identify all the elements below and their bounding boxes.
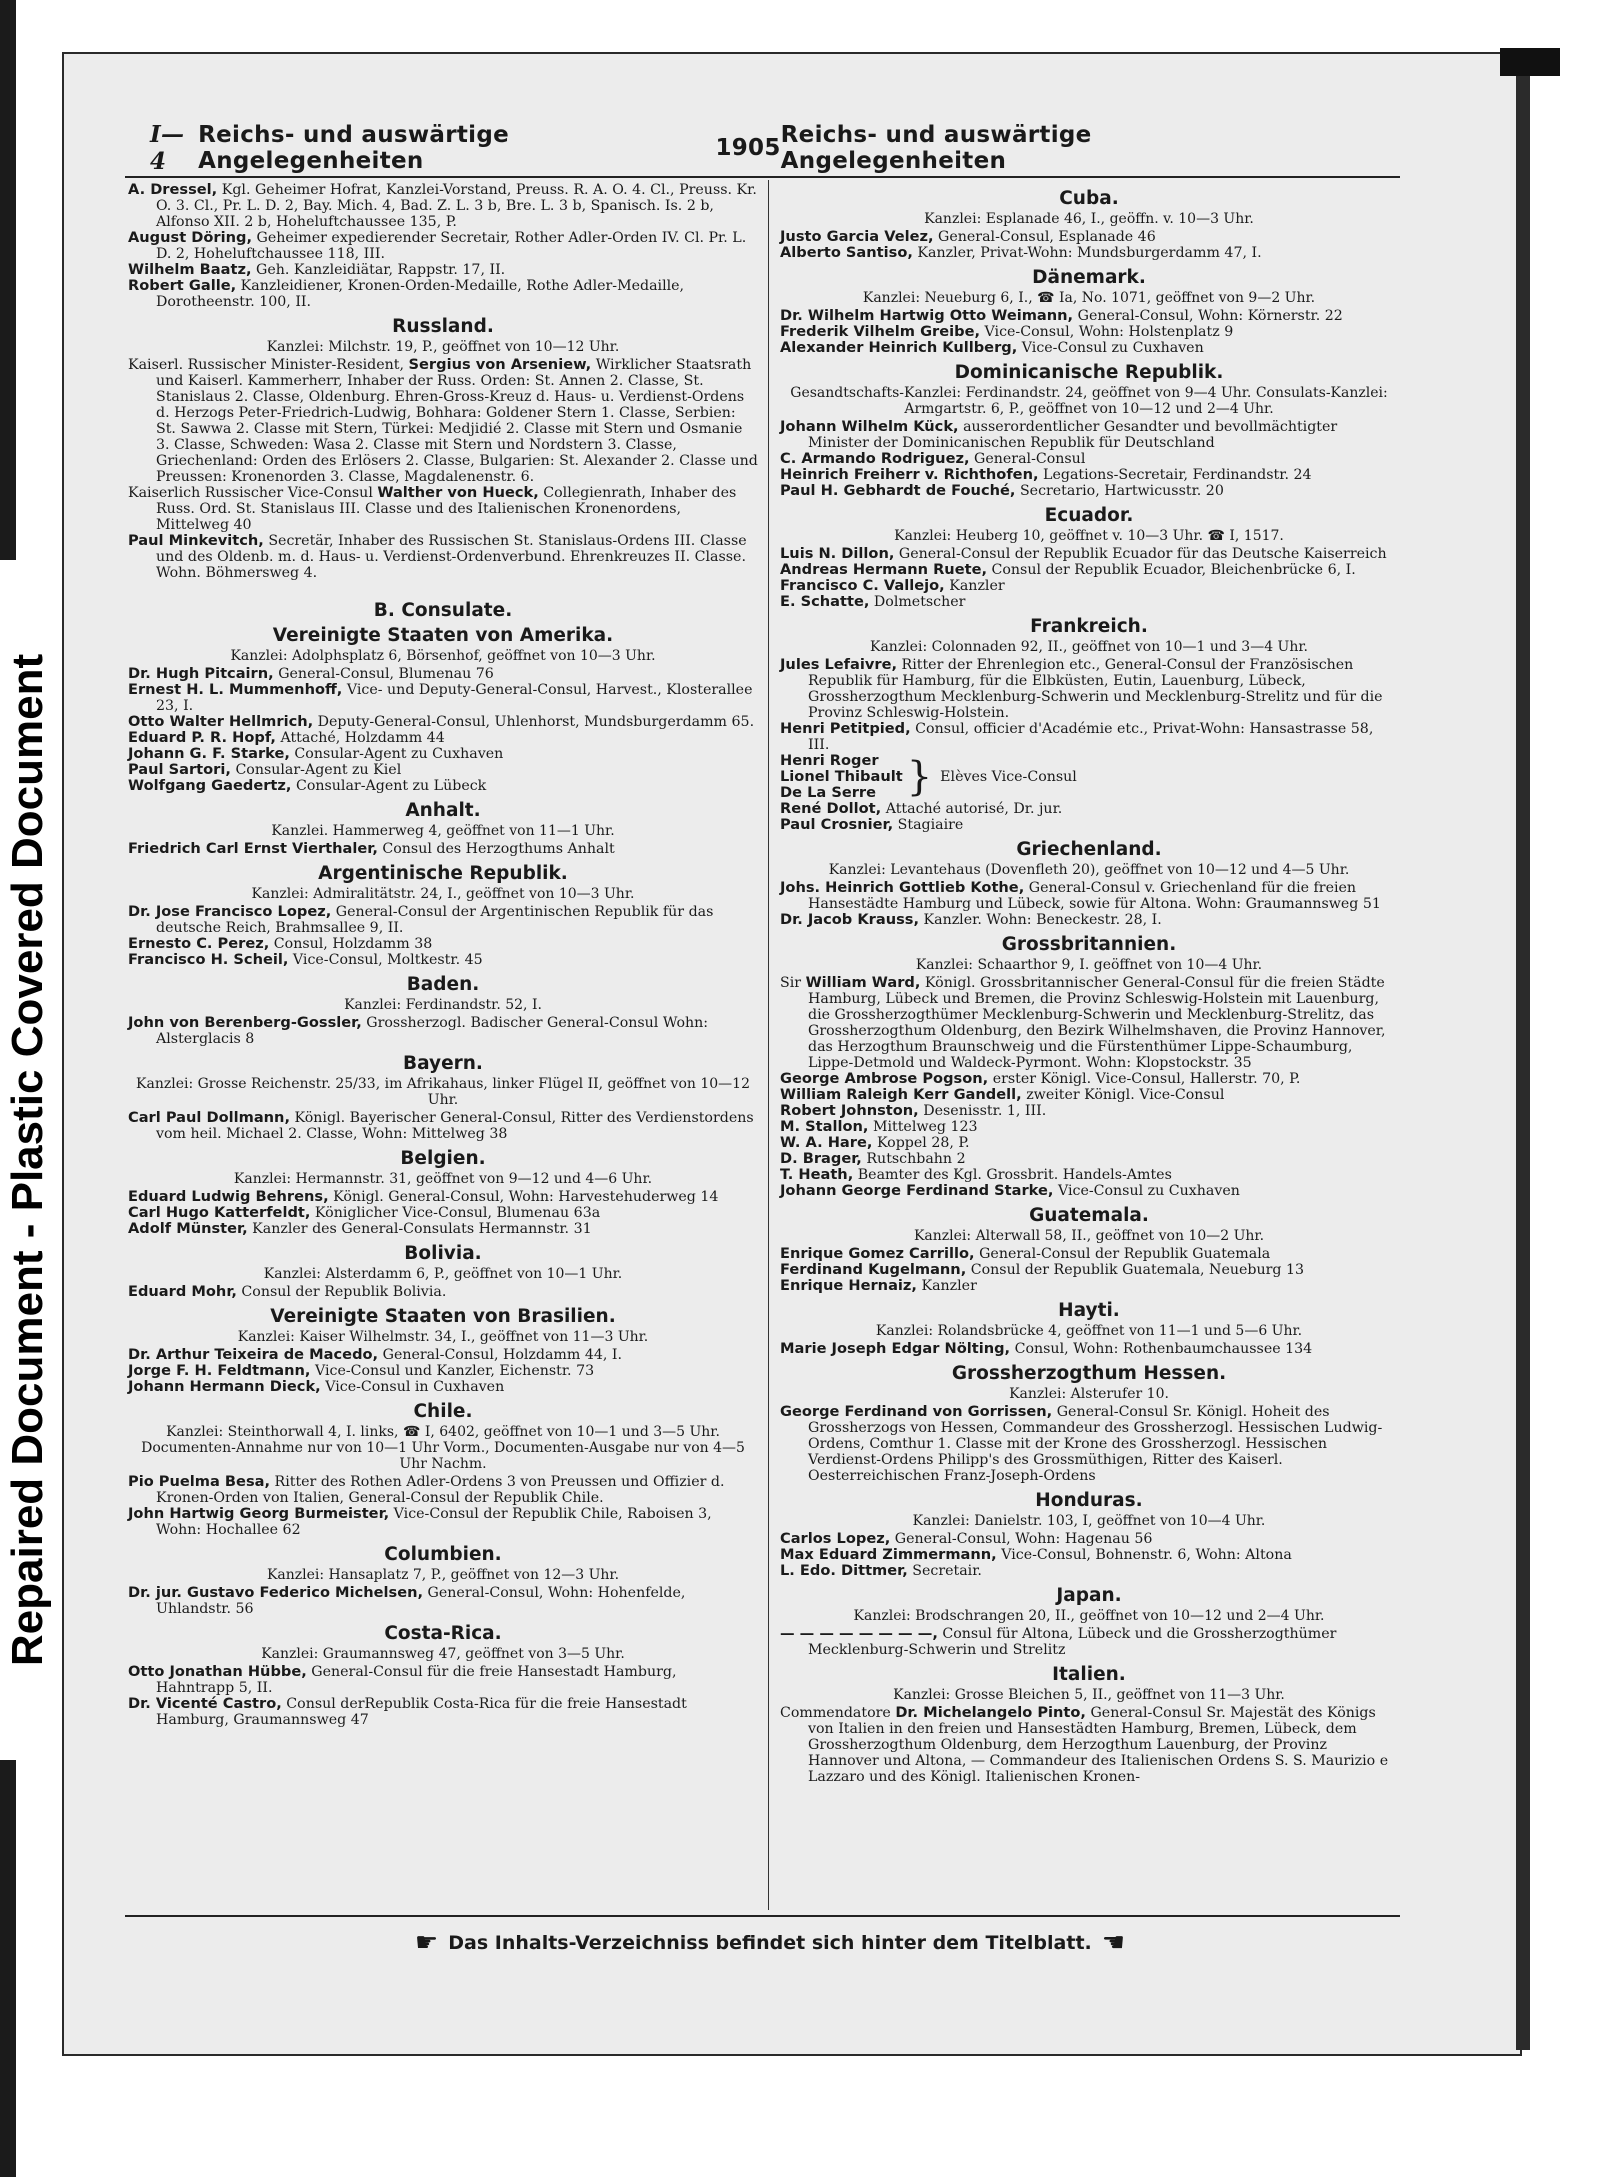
entry-name: William Raleigh Kerr Gandell, — [780, 1086, 1022, 1103]
entry-text: Attaché autorisé, Dr. jur. — [881, 801, 1063, 817]
entry-text: Vice-Consul, Moltkestr. 45 — [288, 952, 483, 968]
entry — [780, 1262, 1398, 1278]
entry-name: Dr. Hugh Pitcairn, — [128, 665, 274, 682]
entry-name: Johann G. F. Starke, — [128, 745, 290, 762]
entry-name: Dr. Jose Francisco Lopez, — [128, 903, 332, 920]
corner-mark — [1500, 48, 1560, 76]
column-divider — [768, 180, 769, 1910]
entry — [128, 278, 758, 310]
entry-text: Ritter des Rothen Adler-Ordens 3 von Preussen und Offizier d. Kronen-Orden von Italien, General-Consul der Republik Chile. — [156, 1474, 725, 1506]
entry-name: August Döring, — [128, 229, 252, 246]
entry — [780, 419, 1398, 451]
entry-text: Consul der Republik Guatemala, Neueburg 13 — [966, 1262, 1305, 1278]
entry-name: Johs. Heinrich Gottlieb Kothe, — [780, 879, 1025, 896]
entry-name: M. Stallon, — [780, 1118, 869, 1135]
entry-name: William Ward, — [805, 974, 921, 991]
entry — [128, 841, 758, 857]
group-name: De La Serre — [780, 784, 877, 801]
entry-text: General-Consul der Republik Guatemala — [974, 1246, 1271, 1262]
kanzlei-line: Kanzlei: Colonnaden 92, II., geöffnet von 10—1 und 3—4 Uhr. — [870, 639, 1308, 655]
kanzlei-line: Kanzlei: Hermannstr. 31, geöffnet von 9—12 und 4—6 Uhr. — [233, 1171, 653, 1187]
entry-name: Jorge F. H. Feldtmann, — [128, 1362, 311, 1379]
entry — [780, 1135, 1398, 1151]
left-column — [128, 182, 758, 1728]
section-title: Dänemark. — [1032, 267, 1146, 288]
entry-name: Enrique Hernaiz, — [780, 1277, 917, 1294]
entry-name: Henri Petitpied, — [780, 720, 911, 737]
entry-name: Robert Johnston, — [780, 1102, 919, 1119]
entry-name: Paul H. Gebhardt de Fouché, — [780, 482, 1016, 499]
kanzlei-line: Kanzlei: Rolandsbrücke 4, geöffnet von 11—1 und 5—6 Uhr. — [875, 1323, 1303, 1339]
kanzlei-line: Kanzlei: Hansaplatz 7, P., geöffnet von 12—3 Uhr. — [266, 1567, 620, 1583]
entry — [128, 762, 758, 778]
entry-name: Francisco H. Scheil, — [128, 951, 289, 968]
section-title: Guatemala. — [1029, 1205, 1149, 1226]
section-title: Argentinische Republik. — [318, 863, 568, 884]
entry-text: Vice- und Deputy-General-Consul, Harvest., Klosterallee 23, I. — [156, 682, 753, 714]
entry-text: Vice-Consul in Cuxhaven — [320, 1379, 505, 1395]
entry — [780, 1547, 1398, 1563]
entry — [128, 1205, 758, 1221]
entry-text: Kanzler — [944, 578, 1005, 594]
entry-text: Kanzleidiener, Kronen-Orden-Medaille, Rothe Adler-Medaille, Dorotheenstr. 100, II. — [156, 278, 685, 310]
entry-text: Consul der Republik Ecuador, Bleichenbrücke 6, I. — [987, 562, 1356, 578]
page-header — [150, 121, 1298, 175]
group-names — [780, 753, 903, 801]
entry — [128, 778, 758, 794]
entry-name: Friedrich Carl Ernst Vierthaler, — [128, 840, 378, 857]
header-right-title: Reichs- und auswärtige Angelegenheiten — [780, 122, 1092, 174]
entry-name: John von Berenberg-Gossler, — [128, 1014, 362, 1031]
entry-prefix: Kaiserlich Russischer Vice-Consul — [128, 485, 378, 501]
side-label — [0, 560, 56, 1760]
entry — [780, 880, 1398, 912]
entry-name: Dr. Jacob Krauss, — [780, 911, 919, 928]
entry-name: Dr. Vicenté Castro, — [128, 1695, 282, 1712]
entry — [780, 308, 1398, 324]
entry-name: Ernest H. L. Mummenhoff, — [128, 681, 343, 698]
kanzlei-line: Kanzlei. Hammerweg 4, geöffnet von 11—1 Uhr. — [271, 823, 615, 839]
entry-name: Eduard Mohr, — [128, 1283, 237, 1300]
entry-name: D. Brager, — [780, 1150, 862, 1167]
entry-name: Otto Jonathan Hübbe, — [128, 1663, 307, 1680]
entry-text: Attaché, Holzdamm 44 — [275, 730, 445, 746]
entry — [780, 721, 1398, 753]
entry-name: L. Edo. Dittmer, — [780, 1562, 908, 1579]
entry — [128, 904, 758, 936]
entry-name: Max Eduard Zimmermann, — [780, 1546, 997, 1563]
entry-text: zweiter Königl. Vice-Consul — [1021, 1087, 1225, 1103]
entry-name: C. Armando Rodriguez, — [780, 450, 970, 467]
top-rule — [125, 176, 1400, 178]
entry-text: Königl. Bayerischer General-Consul, Ritter des Verdienstordens vom heil. Michael 2. Classe, Wohn: Mittelweg 38 — [156, 1110, 754, 1142]
entry — [128, 1221, 758, 1237]
entry-name: W. A. Hare, — [780, 1134, 873, 1151]
entry-text: Kanzler, Privat-Wohn: Mundsburgerdamm 47, I. — [912, 245, 1262, 261]
entry — [780, 483, 1398, 499]
entry — [128, 262, 758, 278]
entry — [780, 1341, 1398, 1357]
entry-name: Alexander Heinrich Kullberg, — [780, 339, 1018, 356]
entry — [780, 340, 1398, 356]
kanzlei-line: Kanzlei: Alsterdamm 6, P., geöffnet von 10—1 Uhr. — [263, 1266, 623, 1282]
entry-name: Andreas Hermann Ruete, — [780, 561, 988, 578]
entry — [128, 1284, 758, 1300]
entry-name: Pio Puelma Besa, — [128, 1473, 271, 1490]
entry — [128, 182, 758, 230]
section-title: Italien. — [1052, 1664, 1126, 1685]
kanzlei-line: Kanzlei: Kaiser Wilhelmstr. 34, I., geöffnet von 11—3 Uhr. — [237, 1329, 649, 1345]
entry-name: Francisco C. Vallejo, — [780, 577, 945, 594]
section-title: Griechenland. — [1016, 839, 1162, 860]
entry-text: Consul des Herzogthums Anhalt — [377, 841, 615, 857]
entry — [128, 1506, 758, 1538]
entry — [128, 1189, 758, 1205]
entry-name: René Dollot, — [780, 800, 882, 817]
section-title: Japan. — [1056, 1585, 1122, 1606]
entry-name: Johann Wilhelm Kück, — [780, 418, 959, 435]
entry-name: Paul Minkevitch, — [128, 532, 264, 549]
right-column — [780, 182, 1398, 1785]
entry-name: Dr. Wilhelm Hartwig Otto Weimann, — [780, 307, 1074, 324]
entry-text: Consular-Agent zu Lübeck — [291, 778, 487, 794]
entry-text: Vice-Consul und Kanzler, Eichenstr. 73 — [310, 1363, 595, 1379]
section-title: Costa-Rica. — [384, 1623, 502, 1644]
entry-name: George Ambrose Pogson, — [780, 1070, 989, 1087]
entry — [780, 594, 1398, 610]
entry — [128, 1585, 758, 1617]
entry-text: General-Consul Sr. Majestät des Königs von Italien in den freien und Hansestädten Hamburg, Bremen, Lübeck, dem Grossherzogthum Oldenburg, dem Herzogthum Lauenburg, der Provinz Hannover und Altona, — Commandeur des Italienischen Ordens S. S. Maurizio e Lazzaro und des Königl. Italienischen Kronen- — [808, 1705, 1389, 1785]
footer-text: Das Inhalts-Verzeichniss befindet sich hinter dem Titelblatt. — [448, 1932, 1092, 1954]
kanzlei-line: Kanzlei: Schaarthor 9, I. geöffnet von 10—4 Uhr. — [915, 957, 1263, 973]
entry-text: Dolmetscher — [869, 594, 966, 610]
entry-name: Carlos Lopez, — [780, 1530, 891, 1547]
entry — [128, 952, 758, 968]
entry-text: General-Consul, Wohn: Hagenau 56 — [890, 1531, 1153, 1547]
entry — [780, 562, 1398, 578]
entry-text: General-Consul, Esplanade 46 — [933, 229, 1156, 245]
entry-name: Dr. jur. Gustavo Federico Michelsen, — [128, 1584, 424, 1601]
entry — [128, 1664, 758, 1696]
entry — [780, 1071, 1398, 1087]
entry-text: Wirklicher Staatsrath und Kaiserl. Kammerherr, Inhaber der Russ. Orden: St. Annen 2. Classe, St. Stanislaus 2. Classe, Oldenburg. Ehren-Gross-Kreuz d. Haus- u. Verdienst-Ordens d. Herzogs Peter-Friedrich-Ludwig, Bohhara: Goldener Stern 1. Classe, Serbien: St. Sawwa 2. Classe mit Stern, Türkei: Medjidié 2. Classe mit Stern und Osmanie 3. Classe, Schweden: Wasa 2. Classe mit Stern und Nordstern 3. Classe, Griechenland: Orden des Erlösers 2. Classe, Bulgarien: St. Alexander 2. Classe und Preussen: Kronenorden 3. Classe, Magdalenenstr. 6. — [156, 357, 758, 485]
entry — [128, 1015, 758, 1047]
entry-name: Jules Lefaivre, — [780, 656, 898, 673]
entry — [128, 714, 758, 730]
section-title: Cuba. — [1059, 188, 1119, 209]
entry-name: Luis N. Dillon, — [780, 545, 895, 562]
section-title: Honduras. — [1035, 1490, 1143, 1511]
entry-text: Secretär, Inhaber des Russischen St. Stanislaus-Ordens III. Classe und des Oldenb. m. d. Haus- u. Verdienst-Ordenverbund. Ehrenkreuzes II. Classe. Wohn. Böhmersweg 4. — [156, 533, 747, 581]
kanzlei-line: Kanzlei: Admiralitätstr. 24, I., geöffnet von 10—3 Uhr. — [251, 886, 635, 902]
entry — [128, 746, 758, 762]
section-title: Bolivia. — [404, 1243, 482, 1264]
kanzlei-line: Kanzlei: Brodschrangen 20, II., geöffnet von 10—12 und 2—4 Uhr. — [853, 1608, 1325, 1624]
entry — [128, 730, 758, 746]
entry-name: Eduard P. R. Hopf, — [128, 729, 276, 746]
entry — [780, 1626, 1398, 1658]
header-left-title: Reichs- und auswärtige Angelegenheiten — [198, 122, 510, 174]
entry-text: Kanzler. Wohn: Beneckestr. 28, I. — [919, 912, 1162, 928]
section-title: Vereinigte Staaten von Brasilien. — [270, 1306, 616, 1327]
section-title: Frankreich. — [1030, 616, 1148, 637]
entry-text: General-Consul, Holzdamm 44, I. — [378, 1347, 623, 1363]
kanzlei-line: Kanzlei: Alsterufer 10. — [1009, 1386, 1169, 1402]
section-title: Grossbritannien. — [1001, 934, 1177, 955]
entry-name: Enrique Gomez Carrillo, — [780, 1245, 975, 1262]
entry-name: Adolf Münster, — [128, 1220, 248, 1237]
entry — [780, 1087, 1398, 1103]
entry-text: Königlicher Vice-Consul, Blumenau 63a — [310, 1205, 601, 1221]
entry — [128, 357, 758, 485]
entry-text: ausserordentlicher Gesandter und bevollmächtigter Minister der Dominicanischen Republik für Deutschland — [808, 419, 1338, 451]
kanzlei-line: Kanzlei: Milchstr. 19, P., geöffnet von 10—12 Uhr. — [266, 339, 620, 355]
page-edge — [1516, 50, 1530, 2050]
entry — [128, 1474, 758, 1506]
entry — [128, 1347, 758, 1363]
entry-name: A. Dressel, — [128, 181, 218, 198]
kanzlei-line: Kanzlei: Levantehaus (Dovenfleth 20), geöffnet von 10—12 und 4—5 Uhr. — [828, 862, 1350, 878]
entry-text: Koppel 28, P. — [872, 1135, 970, 1151]
entry-text: General-Consul, Blumenau 76 — [273, 666, 494, 682]
entry-name: — — — — — — — —, — [780, 1625, 938, 1642]
side-label-text: Repaired Document - Plastic Covered Document — [3, 653, 52, 1667]
entry-text: Königl. General-Consul, Wohn: Harvestehuderweg 14 — [328, 1189, 719, 1205]
entry — [780, 1183, 1398, 1199]
entry — [128, 230, 758, 262]
entry-text: Vice-Consul zu Cuxhaven — [1017, 340, 1204, 356]
entry-name: Frederik Vilhelm Greibe, — [780, 323, 981, 340]
kanzlei-line: Kanzlei: Grosse Bleichen 5, II., geöffnet von 11—3 Uhr. — [893, 1687, 1285, 1703]
entry-text: erster Königl. Vice-Consul, Hallerstr. 70, P. — [988, 1071, 1301, 1087]
entry-text: Consul derRepublik Costa-Rica für die freie Hansestadt Hamburg, Graumannsweg 47 — [156, 1696, 687, 1728]
kanzlei-line: Kanzlei: Graumannsweg 47, geöffnet von 3—5 Uhr. — [261, 1646, 625, 1662]
entry — [780, 1103, 1398, 1119]
kanzlei-line: Kanzlei: Steinthorwall 4, I. links, ☎ I, 6402, geöffnet von 10—1 und 3—5 Uhr. Documenten-Annahme nur von 10—1 Uhr Vorm., Documenten-Ausgabe nur von 4—5 Uhr Nachm. — [141, 1424, 745, 1472]
kanzlei-line: Kanzlei: Neueburg 6, I., ☎ Ia, No. 1071, geöffnet von 9—2 Uhr. — [862, 290, 1316, 306]
entry-text: Collegienrath, Inhaber des Russ. Ord. St. Stanislaus III. Classe und des Italienischen Kronenordens, Mittelweg 40 — [156, 485, 737, 533]
section-title: Ecuador. — [1044, 505, 1134, 526]
entry-text: General-Consul der Argentinischen Republik für das deutsche Reich, Brahmsallee 9, II. — [156, 904, 714, 936]
entry-text: Kanzler des General-Consulats Hermannstr. 31 — [247, 1221, 592, 1237]
entry-prefix: Kaiserl. Russischer Minister-Resident, — [128, 357, 409, 373]
entry-name: Alberto Santiso, — [780, 244, 913, 261]
entry-text: Beamter des Kgl. Grossbrit. Handels-Amtes — [853, 1167, 1172, 1183]
section-title: Russland. — [392, 316, 494, 337]
entry — [780, 229, 1398, 245]
entry — [128, 936, 758, 952]
entry-text: Consul der Republik Bolivia. — [236, 1284, 447, 1300]
entry — [780, 546, 1398, 562]
section-title: Baden. — [406, 974, 480, 995]
section-title: Bayern. — [403, 1053, 483, 1074]
entry — [780, 1278, 1398, 1294]
entry-name: Dr. Arthur Teixeira de Macedo, — [128, 1346, 379, 1363]
entry-text: General-Consul der Republik Ecuador für das Deutsche Kaiserreich — [894, 546, 1387, 562]
bottom-rule — [125, 1915, 1400, 1917]
section-title: Vereinigte Staaten von Amerika. — [272, 625, 614, 646]
entry-name: Carl Paul Dollmann, — [128, 1109, 290, 1126]
kanzlei-line: Kanzlei: Danielstr. 103, I, geöffnet von 10—4 Uhr. — [912, 1513, 1266, 1529]
section-title: Anhalt. — [405, 800, 481, 821]
entry-text: General-Consul, Wohn: Hohenfelde, Uhlandstr. 56 — [156, 1585, 686, 1617]
entry — [780, 451, 1398, 467]
entry-text: Geh. Kanzleidiätar, Rappstr. 17, II. — [251, 262, 506, 278]
entry — [780, 1151, 1398, 1167]
entry-text: Rutschbahn 2 — [861, 1151, 966, 1167]
entry-name: Justo Garcia Velez, — [780, 228, 934, 245]
entry-name: Dr. Michelangelo Pinto, — [895, 1704, 1086, 1721]
kanzlei-line: Kanzlei: Ferdinandstr. 52, I. — [344, 997, 542, 1013]
entry — [780, 1246, 1398, 1262]
entry-name: Paul Crosnier, — [780, 816, 894, 833]
pointing-hand-right-icon: ☚ — [1101, 1928, 1126, 1958]
entry-text: Vice-Consul der Republik Chile, Raboisen 3, Wohn: Hochallee 62 — [156, 1506, 712, 1538]
group-name: Henri Roger — [780, 752, 879, 769]
entry-text: Consul für Altona, Lübeck und die Grossherzogthümer Mecklenburg-Schwerin und Strelitz — [808, 1626, 1337, 1658]
entry-prefix: Commendatore — [780, 1705, 896, 1721]
entry-name: Marie Joseph Edgar Nölting, — [780, 1340, 1011, 1357]
entry-text: Desenisstr. 1, III. — [918, 1103, 1047, 1119]
entry — [780, 1563, 1398, 1579]
entry-name: Eduard Ludwig Behrens, — [128, 1188, 329, 1205]
entry-text: Consular-Agent zu Kiel — [230, 762, 402, 778]
entry-name: Wilhelm Baatz, — [128, 261, 252, 278]
entry-name: Wolfgang Gaedertz, — [128, 777, 292, 794]
kanzlei-line: Kanzlei: Adolphsplatz 6, Börsenhof, geöffnet von 10—3 Uhr. — [230, 648, 656, 664]
entry — [128, 533, 758, 581]
entry-name: E. Schatte, — [780, 593, 870, 610]
entry-text: Consul, Holzdamm 38 — [269, 936, 433, 952]
entry-text: General-Consul Sr. Königl. Hoheit des Grossherzogs von Hessen, Commandeur des Grossherzogl. Hessischen Ludwig-Ordens, Comthur 1. Classe mit der Krone des Grossherzogl. Hessischen Verdienst-Ordens Philipp's des Grossmüthigen, Ritter des Kaiserl. Oesterreichischen Franz-Joseph-Ordens — [808, 1404, 1383, 1484]
entry-text: Secretair. — [907, 1563, 982, 1579]
entry — [780, 801, 1398, 817]
entry-name: Walther von Hueck, — [377, 484, 539, 501]
entry-text: General-Consul v. Griechenland für die freien Hansestädte Hamburg und Lübeck, sowie für Altona. Wohn: Graumannsweg 51 — [808, 880, 1381, 912]
entry-name: Ferdinand Kugelmann, — [780, 1261, 967, 1278]
entry — [128, 1110, 758, 1142]
entry — [780, 657, 1398, 721]
entry — [780, 912, 1398, 928]
group-name: Lionel Thibault — [780, 768, 903, 785]
header-year: 1905 — [715, 135, 781, 161]
brace-icon: } — [906, 754, 933, 800]
consulate-heading: B. Consulate. — [373, 600, 513, 621]
entry — [780, 1404, 1398, 1484]
entry-name: Ernesto C. Perez, — [128, 935, 270, 952]
entry — [128, 1696, 758, 1728]
entry-text: Grossherzogl. Badischer General-Consul Wohn: Alsterglacis 8 — [156, 1015, 709, 1047]
entry-text: Legations-Secretair, Ferdinandstr. 24 — [1038, 467, 1312, 483]
entry — [128, 485, 758, 533]
entry — [780, 578, 1398, 594]
entry — [780, 1119, 1398, 1135]
kanzlei-line: Kanzlei: Esplanade 46, I., geöffn. v. 10—3 Uhr. — [924, 211, 1254, 227]
entry — [780, 245, 1398, 261]
entry — [128, 1363, 758, 1379]
entry-text: Kanzler — [916, 1278, 977, 1294]
section-title: Belgien. — [400, 1148, 486, 1169]
entry — [780, 1531, 1398, 1547]
entry-name: John Hartwig Georg Burmeister, — [128, 1505, 390, 1522]
entry-text: Stagiaire — [893, 817, 964, 833]
entry-text: Secretario, Hartwicusstr. 20 — [1015, 483, 1224, 499]
entry-text: Consul, officier d'Académie etc., Privat-Wohn: Hansastrasse 58, III. — [808, 721, 1374, 753]
section-title: Columbien. — [384, 1544, 502, 1565]
entry-text: Geheimer expedierender Secretair, Rother Adler-Orden IV. Cl. Pr. L. D. 2, Hoheluftchaussee 118, III. — [156, 230, 747, 262]
page-number: I—4 — [150, 121, 185, 175]
entry-text: Ritter der Ehrenlegion etc., General-Consul der Französischen Republik für Hamburg, für die Elbküsten, Eutin, Lauenburg, Lübeck, Grossherzogthum Mecklenburg-Schwerin und Mecklenburg-Strelitz und für die Provinz Schleswig-Holstein. — [808, 657, 1383, 721]
entry-text: General-Consul für die freie Hansestadt Hamburg, Hahntrapp 5, II. — [156, 1664, 677, 1696]
entry-name: Paul Sartori, — [128, 761, 231, 778]
kanzlei-line: Kanzlei: Alterwall 58, II., geöffnet von 10—2 Uhr. — [913, 1228, 1265, 1244]
entry-name: Robert Galle, — [128, 277, 237, 294]
entry-name: Carl Hugo Katterfeldt, — [128, 1204, 311, 1221]
entry — [780, 1167, 1398, 1183]
entry-prefix: Sir — [780, 975, 806, 991]
section-title: Grossherzogthum Hessen. — [951, 1363, 1227, 1384]
kanzlei-line: Gesandtschafts-Kanzlei: Ferdinandstr. 24, geöffnet von 9—4 Uhr. Consulats-Kanzlei: Armgartstr. 6, P., geöffnet von 10—12 und 2—4 Uhr. — [790, 385, 1388, 417]
pointing-hand-left-icon: ☛ — [414, 1928, 439, 1958]
entry — [780, 975, 1398, 1071]
kanzlei-line: Kanzlei: Heuberg 10, geöffnet v. 10—3 Uhr. ☎ I, 1517. — [894, 528, 1284, 544]
entry-text: Vice-Consul, Bohnenstr. 6, Wohn: Altona — [996, 1547, 1292, 1563]
entry-text: Consul, Wohn: Rothenbaumchaussee 134 — [1010, 1341, 1313, 1357]
entry — [780, 324, 1398, 340]
entry-text: General-Consul, Wohn: Körnerstr. 22 — [1073, 308, 1343, 324]
entry-name: Sergius von Arseniew, — [408, 356, 592, 373]
entry-name: Otto Walter Hellmrich, — [128, 713, 314, 730]
entry-name: T. Heath, — [780, 1166, 854, 1183]
entry-text: Deputy-General-Consul, Uhlenhorst, Mundsburgerdamm 65. — [313, 714, 755, 730]
section-title: Chile. — [413, 1401, 473, 1422]
entry-name: Johann George Ferdinand Starke, — [780, 1182, 1054, 1199]
kanzlei-line: Kanzlei: Grosse Reichenstr. 25/33, im Afrikahaus, linker Flügel II, geöffnet von 10—12 Uhr. — [136, 1076, 750, 1108]
entry-text: Consular-Agent zu Cuxhaven — [289, 746, 504, 762]
entry-group — [780, 753, 1398, 801]
group-label: Elèves Vice-Consul — [940, 769, 1077, 785]
footer-note — [290, 1926, 1250, 1960]
entry — [780, 1705, 1398, 1785]
entry-name: George Ferdinand von Gorrissen, — [780, 1403, 1053, 1420]
entry-text: Mittelweg 123 — [868, 1119, 978, 1135]
entry-name: Johann Hermann Dieck, — [128, 1378, 321, 1395]
entry-text: General-Consul — [969, 451, 1086, 467]
entry — [128, 682, 758, 714]
entry — [780, 817, 1398, 833]
entry-text: Königl. Grossbritannischer General-Consul für die freien Städte Hamburg, Lübeck und Bremen, die Provinz Schleswig-Holstein mit Lauenburg, die Grossherzogthümer Mecklenburg-Schwerin und Mecklenburg-Strelitz, das Grossherzogthum Oldenburg, den Bezirk Wilhelmshaven, die Provinz Hannover, das Herzogthum Braunschweig und die Fürstenthümer Lippe-Schaumburg, Lippe-Detmold und Waldeck-Pyrmont. Wohn: Klopstockstr. 35 — [808, 975, 1386, 1071]
section-title: Dominicanische Republik. — [954, 362, 1224, 383]
entry-text: Kgl. Geheimer Hofrat, Kanzlei-Vorstand, Preuss. R. A. O. 4. Cl., Preuss. Kr. O. 3. Cl., Pr. L. D. 2, Bay. Mich. 4, Bad. Z. L. 3 b, Bre. L. 3 b, Spanisch. Is. 2 b, Alfonso XII. 2 b, Hoheluftchaussee 135, P. — [156, 182, 757, 230]
entry-text: Vice-Consul, Wohn: Holstenplatz 9 — [980, 324, 1234, 340]
entry — [780, 467, 1398, 483]
entry-text: Vice-Consul zu Cuxhaven — [1053, 1183, 1240, 1199]
section-title: Hayti. — [1058, 1300, 1120, 1321]
entry — [128, 666, 758, 682]
entry — [128, 1379, 758, 1395]
entry-name: Heinrich Freiherr v. Richthofen, — [780, 466, 1039, 483]
